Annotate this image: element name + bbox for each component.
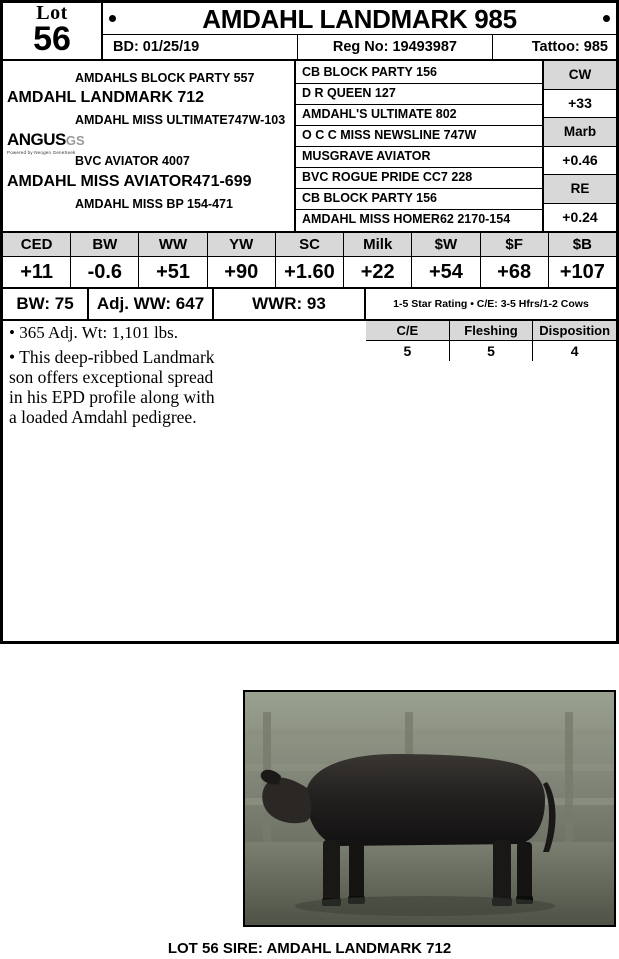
great-grandparent-5: MUSGRAVE AVIATOR [302, 149, 431, 163]
adj-weaning-weight: Adj. WW: 647 [89, 289, 214, 319]
scores-value-row [366, 341, 616, 361]
carcass-traits [544, 61, 616, 231]
pedigree-section [3, 61, 616, 233]
great-grandparent-1: CB BLOCK PARTY 156 [302, 65, 437, 79]
epd-col-sw [412, 233, 480, 287]
epd-table [3, 233, 616, 289]
epd-value-ww: +51 [156, 260, 191, 283]
dam: AMDAHL MISS AVIATOR471-699 [7, 173, 252, 190]
epd-label-sf: $F [481, 233, 548, 257]
epd-label-ww: WW [139, 233, 206, 257]
dam-sire: BVC AVIATOR 4007 [75, 154, 190, 168]
scores-header-row [366, 321, 616, 341]
epd-col-sb [549, 233, 616, 287]
rating-note: 1-5 Star Rating • C/E: 3-5 Hfrs/1-2 Cows [393, 298, 589, 310]
pedigree-parents [3, 61, 296, 231]
epd-label-bw: BW [71, 233, 138, 257]
great-grandparent-8: AMDAHL MISS HOMER62 2170-154 [302, 212, 511, 226]
epd-col-bw [71, 233, 139, 287]
angus-gs-logo [7, 131, 95, 155]
birth-weight: BW: 75 [3, 289, 89, 319]
lower-section [3, 321, 616, 959]
epd-col-ww [139, 233, 207, 287]
epd-label-milk: Milk [344, 233, 411, 257]
epd-col-sc [276, 233, 344, 287]
epd-value-ced: +11 [20, 260, 54, 283]
bullet-dot-right-icon [603, 15, 610, 22]
header-right [103, 3, 616, 59]
carcass-value-cw: +33 [544, 90, 616, 119]
adjusted-weight-note: • 365 Adj. Wt: 1,101 lbs. [9, 323, 179, 342]
score-label-fleshing: Fleshing [450, 321, 534, 341]
epd-value-yw: +90 [224, 260, 259, 283]
epd-col-sf [481, 233, 549, 287]
epd-label-ced: CED [3, 233, 70, 257]
bullet-dot-left-icon [109, 15, 116, 22]
carcass-value-marb: +0.46 [544, 147, 616, 176]
carcass-label-re: RE [544, 175, 616, 204]
description-text: • This deep-ribbed Landmark son offers exceptional spread in his EPD profile along with a loaded Amdahl pedigree. [9, 347, 215, 427]
registration-number: Reg No: 19493987 [298, 35, 493, 59]
page-title: AMDAHL LANDMARK 985 [202, 3, 517, 34]
title-bar [103, 3, 616, 35]
great-grandparent-3: AMDAHL'S ULTIMATE 802 [302, 107, 457, 121]
epd-label-sw: $W [412, 233, 479, 257]
epd-col-ced [3, 233, 71, 287]
divider [296, 83, 542, 84]
weights-row [3, 289, 616, 321]
dam-dam: AMDAHL MISS BP 154-471 [75, 197, 233, 211]
epd-value-sc: +1.60 [284, 260, 335, 283]
notes-block [3, 321, 366, 427]
score-value-disposition: 4 [570, 343, 579, 359]
score-label-disposition: Disposition [533, 321, 616, 341]
sire-dam: AMDAHL MISS ULTIMATE747W-103 [75, 113, 286, 127]
epd-col-yw [208, 233, 276, 287]
great-grandparent-4: O C C MISS NEWSLINE 747W [302, 128, 477, 142]
epd-value-milk: +22 [360, 260, 395, 283]
divider [296, 167, 542, 168]
carcass-label-cw: CW [544, 61, 616, 90]
bull-photo-illustration [245, 692, 614, 925]
carcass-label-marb: Marb [544, 118, 616, 147]
lot-number: 56 [33, 20, 71, 58]
epd-value-sf: +68 [497, 260, 532, 283]
epd-value-bw: -0.6 [87, 260, 123, 283]
divider [296, 209, 542, 210]
photo-caption: LOT 56 SIRE: AMDAHL LANDMARK 712 [167, 940, 452, 957]
tattoo: Tattoo: 985 [531, 39, 608, 55]
epd-col-milk [344, 233, 412, 287]
epd-value-sw: +54 [428, 260, 463, 283]
divider [296, 125, 542, 126]
epd-value-sb: +107 [559, 260, 605, 283]
scores-table [366, 321, 616, 361]
animal-photo [243, 690, 616, 927]
great-grandparent-7: CB BLOCK PARTY 156 [302, 191, 437, 205]
divider [296, 104, 542, 105]
logo-suffix: GS [65, 133, 85, 148]
score-value-fleshing: 5 [450, 341, 534, 361]
great-grandparent-2: D R QUEEN 127 [302, 86, 396, 100]
epd-label-sb: $B [549, 233, 616, 257]
divider [296, 188, 542, 189]
carcass-value-re: +0.24 [562, 209, 598, 226]
divider [296, 146, 542, 147]
sire-sire: AMDAHLS BLOCK PARTY 557 [75, 71, 255, 85]
header [3, 3, 616, 61]
weaning-weight-ratio: WWR: 93 [214, 289, 366, 319]
pedigree-grandparents [296, 61, 544, 231]
epd-label-yw: YW [208, 233, 275, 257]
birth-date: BD: 01/25/19 [103, 35, 298, 59]
lot-word: Lot [36, 2, 68, 24]
great-grandparent-6: BVC ROGUE PRIDE CC7 228 [302, 170, 473, 184]
info-bar [103, 35, 616, 59]
lot-box [3, 3, 103, 59]
logo-brand: ANGUS [7, 130, 66, 149]
score-label-ce: C/E [366, 321, 450, 341]
logo-tagline: Powered by Neogen GeneSeek [7, 150, 76, 155]
score-value-ce: 5 [366, 341, 450, 361]
epd-label-sc: SC [276, 233, 343, 257]
sire: AMDAHL LANDMARK 712 [7, 89, 205, 106]
